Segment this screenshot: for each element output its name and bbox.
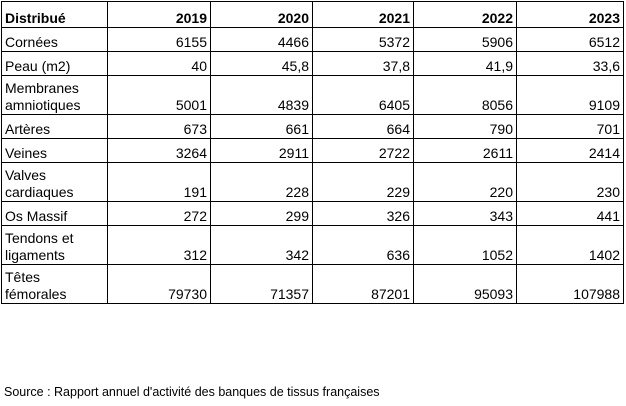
value-cell: 6155: [108, 28, 211, 52]
row-label-cell: Peau (m2): [2, 52, 108, 76]
header-year-cell: 2021: [313, 2, 414, 28]
value-cell: 661: [211, 115, 313, 139]
value-cell: 441: [517, 202, 624, 226]
table-row: [2, 139, 624, 163]
table-row: [2, 28, 624, 52]
row-label-cell: Têtes fémorales: [2, 265, 108, 304]
value-cell: 2414: [517, 139, 624, 163]
table-row: [2, 115, 624, 139]
header-year-cell: 2023: [517, 2, 624, 28]
value-cell: 299: [211, 202, 313, 226]
value-cell: 790: [414, 115, 517, 139]
value-cell: 230: [517, 163, 624, 202]
row-label-cell: Valves cardiaques: [2, 163, 108, 202]
value-cell: 1052: [414, 226, 517, 265]
header-year-cell: 2019: [108, 2, 211, 28]
value-cell: 5372: [313, 28, 414, 52]
table-row: [2, 265, 624, 304]
value-cell: 343: [414, 202, 517, 226]
value-cell: 8056: [414, 76, 517, 115]
value-cell: 4466: [211, 28, 313, 52]
value-cell: 3264: [108, 139, 211, 163]
row-label-cell: Tendons et ligaments: [2, 226, 108, 265]
value-cell: 5001: [108, 76, 211, 115]
value-cell: 2611: [414, 139, 517, 163]
row-label-cell: Os Massif: [2, 202, 108, 226]
value-cell: 220: [414, 163, 517, 202]
value-cell: 4839: [211, 76, 313, 115]
value-cell: 228: [211, 163, 313, 202]
value-cell: 272: [108, 202, 211, 226]
row-label-cell: Veines: [2, 139, 108, 163]
value-cell: 636: [313, 226, 414, 265]
table-row: [2, 52, 624, 76]
row-label-cell: Cornées: [2, 28, 108, 52]
value-cell: 37,8: [313, 52, 414, 76]
value-cell: 6512: [517, 28, 624, 52]
value-cell: 95093: [414, 265, 517, 304]
value-cell: 41,9: [414, 52, 517, 76]
value-cell: 2911: [211, 139, 313, 163]
table-header-row: [2, 2, 624, 28]
value-cell: 71357: [211, 265, 313, 304]
value-cell: 5906: [414, 28, 517, 52]
value-cell: 2722: [313, 139, 414, 163]
value-cell: 312: [108, 226, 211, 265]
value-cell: 87201: [313, 265, 414, 304]
value-cell: 33,6: [517, 52, 624, 76]
value-cell: 673: [108, 115, 211, 139]
value-cell: 107988: [517, 265, 624, 304]
row-label-cell: Membranes amniotiques: [2, 76, 108, 115]
table-row: [2, 163, 624, 202]
table-row: [2, 202, 624, 226]
table-row: [2, 76, 624, 115]
table-row: [2, 226, 624, 265]
value-cell: 191: [108, 163, 211, 202]
source-note: Source : Rapport annuel d'activité des banques de tissus françaises: [4, 385, 380, 399]
value-cell: 326: [313, 202, 414, 226]
value-cell: 6405: [313, 76, 414, 115]
row-label-cell: Artères: [2, 115, 108, 139]
distribution-table: [1, 1, 624, 304]
header-year-cell: 2020: [211, 2, 313, 28]
header-year-cell: 2022: [414, 2, 517, 28]
header-label-cell: Distribué: [2, 2, 108, 28]
value-cell: 701: [517, 115, 624, 139]
value-cell: 1402: [517, 226, 624, 265]
value-cell: 664: [313, 115, 414, 139]
value-cell: 79730: [108, 265, 211, 304]
value-cell: 342: [211, 226, 313, 265]
value-cell: 40: [108, 52, 211, 76]
value-cell: 45,8: [211, 52, 313, 76]
value-cell: 229: [313, 163, 414, 202]
value-cell: 9109: [517, 76, 624, 115]
